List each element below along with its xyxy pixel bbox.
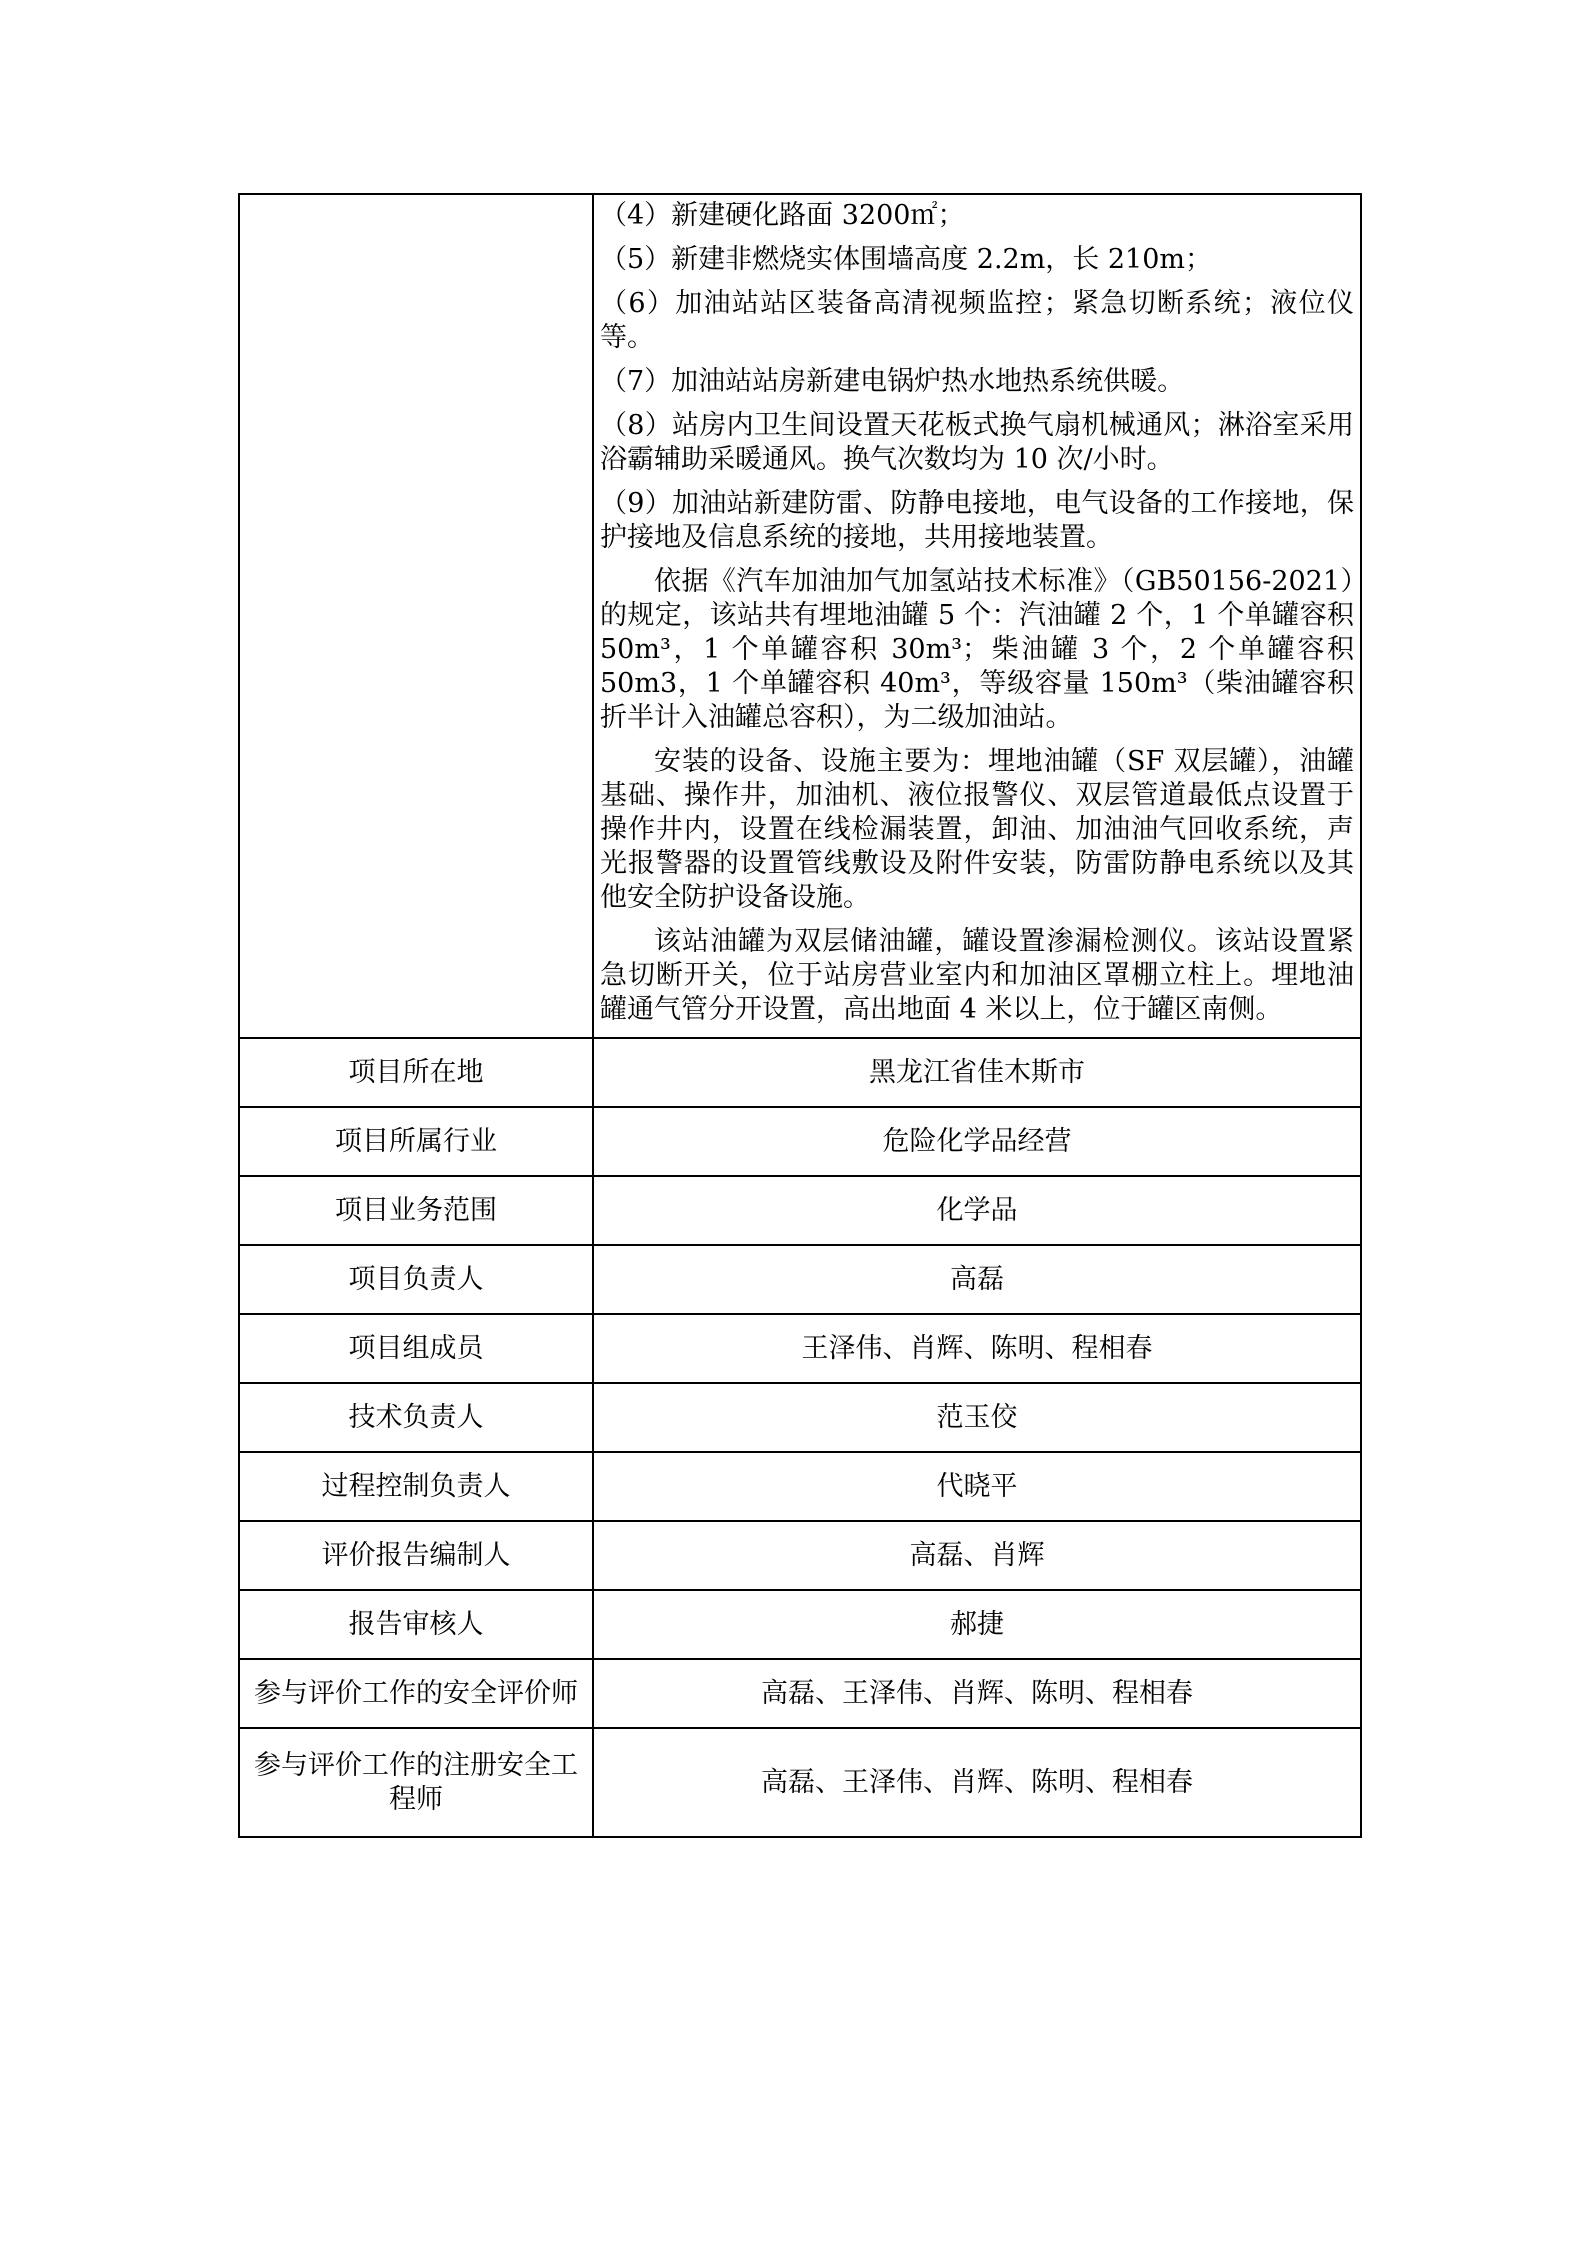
row-label: 过程控制负责人 xyxy=(239,1452,593,1521)
description-paragraph: 该站油罐为双层储油罐，罐设置渗漏检测仪。该站设置紧急切断开关，位于站房营业室内和加油区罩棚立柱上。埋地油罐通气管分开设置，高出地面 4 米以上，位于罐区南侧。 xyxy=(600,926,1354,1025)
description-cell xyxy=(593,194,1361,1038)
description-paragraph: （7）加油站站房新建电锅炉热水地热系统供暖。 xyxy=(600,366,1185,397)
description-row xyxy=(239,194,1361,1038)
table-row xyxy=(239,1590,1361,1659)
row-label: 项目组成员 xyxy=(239,1314,593,1383)
description-label-cell xyxy=(239,194,593,1038)
table-row xyxy=(239,1245,1361,1314)
description-paragraph: （5）新建非燃烧实体围墙高度 2.2m，长 210m； xyxy=(600,244,1213,275)
table-row xyxy=(239,1314,1361,1383)
row-value: 高磊、肖辉 xyxy=(593,1521,1361,1590)
row-label: 项目所在地 xyxy=(239,1038,593,1107)
row-label: 项目所属行业 xyxy=(239,1107,593,1176)
table-row xyxy=(239,1728,1361,1837)
table-row xyxy=(239,1452,1361,1521)
description-paragraph: （8）站房内卫生间设置天花板式换气扇机械通风；淋浴室采用浴霸辅助采暖通风。换气次数均为 10 次/小时。 xyxy=(600,410,1354,475)
row-value: 代晓平 xyxy=(593,1452,1361,1521)
row-label: 项目负责人 xyxy=(239,1245,593,1314)
description-paragraph: 安装的设备、设施主要为：埋地油罐（SF 双层罐），油罐基础、操作井，加油机、液位报警仪、双层管道最低点设置于操作井内，设置在线检漏装置，卸油、加油油气回收系统，声光报警器的设置管线敷设及附件安装，防雷防静电系统以及其他安全防护设备设施。 xyxy=(600,746,1354,913)
row-label: 技术负责人 xyxy=(239,1383,593,1452)
row-value: 危险化学品经营 xyxy=(593,1107,1361,1176)
row-value: 高磊、王泽伟、肖辉、陈明、程相春 xyxy=(593,1728,1361,1837)
row-value: 王泽伟、肖辉、陈明、程相春 xyxy=(593,1314,1361,1383)
row-label: 参与评价工作的安全评价师 xyxy=(239,1659,593,1728)
table-row xyxy=(239,1038,1361,1107)
table-row xyxy=(239,1176,1361,1245)
row-value: 高磊 xyxy=(593,1245,1361,1314)
table-row xyxy=(239,1521,1361,1590)
table-row xyxy=(239,1107,1361,1176)
table-row xyxy=(239,1383,1361,1452)
description-paragraph: （6）加油站站区装备高清视频监控；紧急切断系统；液位仪等。 xyxy=(600,288,1354,353)
row-label: 参与评价工作的注册安全工程师 xyxy=(239,1728,593,1837)
description-paragraph: （9）加油站新建防雷、防静电接地，电气设备的工作接地，保护接地及信息系统的接地，共用接地装置。 xyxy=(600,488,1354,553)
row-value: 高磊、王泽伟、肖辉、陈明、程相春 xyxy=(593,1659,1361,1728)
table-row xyxy=(239,1659,1361,1728)
row-value: 化学品 xyxy=(593,1176,1361,1245)
project-info-table xyxy=(238,193,1362,1838)
row-value: 黑龙江省佳木斯市 xyxy=(593,1038,1361,1107)
row-label: 报告审核人 xyxy=(239,1590,593,1659)
row-label: 评价报告编制人 xyxy=(239,1521,593,1590)
row-value: 范玉佼 xyxy=(593,1383,1361,1452)
row-value: 郝捷 xyxy=(593,1590,1361,1659)
description-paragraph: 依据《汽车加油加气加氢站技术标准》（GB50156-2021）的规定，该站共有埋地油罐 5 个：汽油罐 2 个，1 个单罐容积 50m³，1 个单罐容积 30m³；柴油罐 3 个，2 个单罐容积 50m3，1 个单罐容积 40m³，等级容量 150m³（柴油罐容积折半计入油罐总容积），为二级加油站。 xyxy=(600,566,1354,733)
description-paragraph: （4）新建硬化路面 3200㎡； xyxy=(600,200,965,231)
row-label: 项目业务范围 xyxy=(239,1176,593,1245)
